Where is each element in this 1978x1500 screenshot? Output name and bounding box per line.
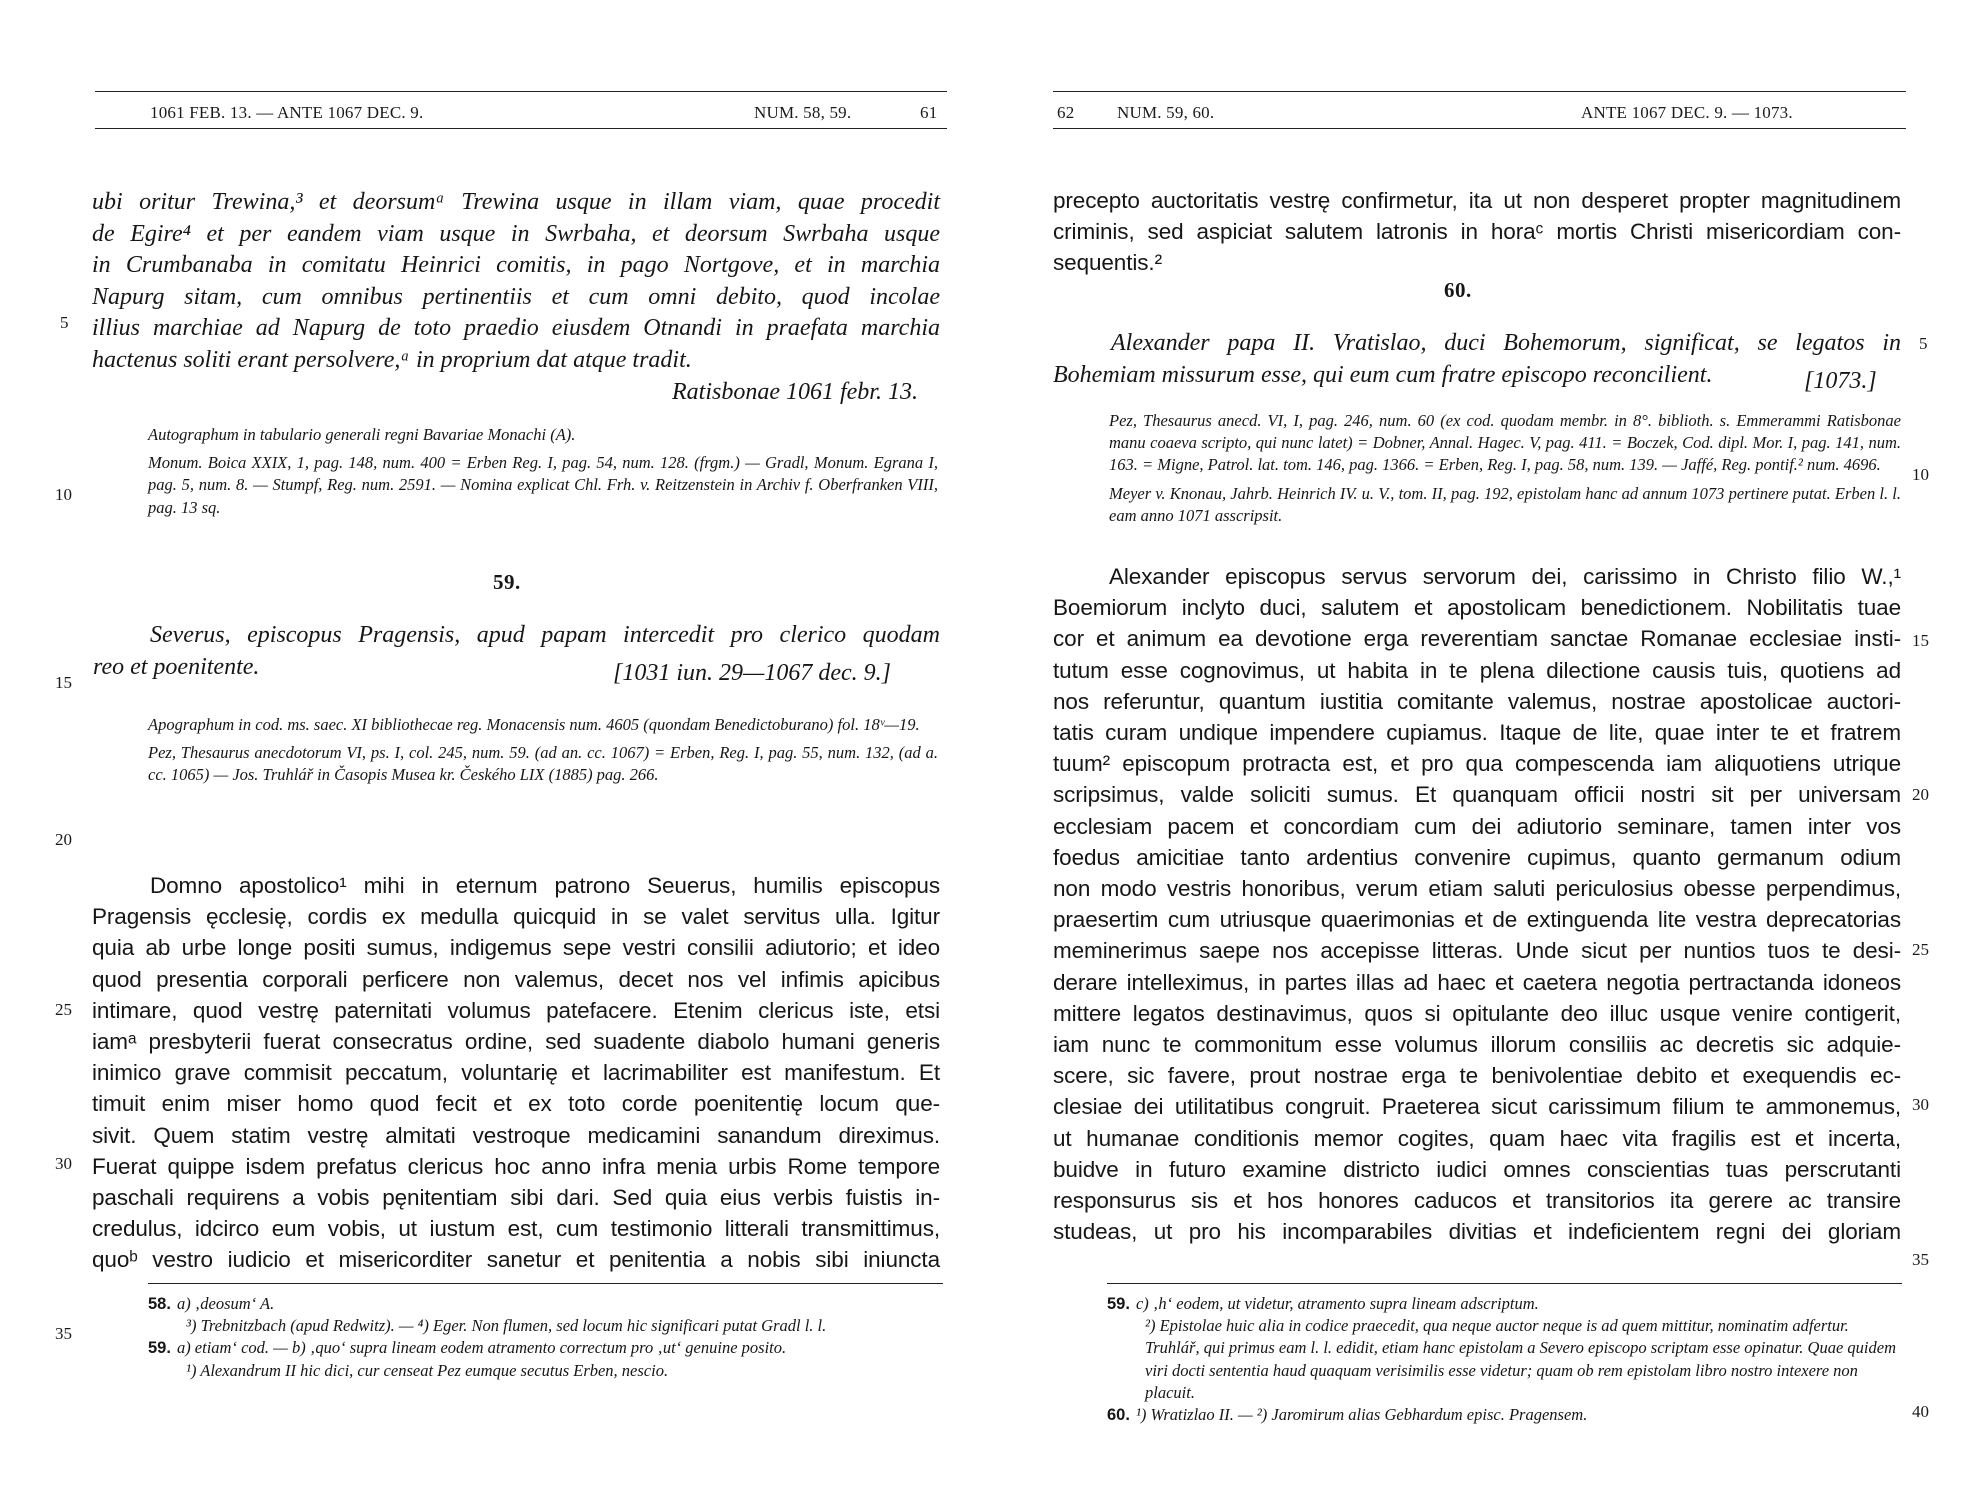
- text-line: Pragensis ęcclesię, cordis ex medulla quicquid in se valet servitus ulla. Igitur: [92, 904, 940, 930]
- line-number: 20: [55, 830, 72, 849]
- footnote-text: ¹) Wratizlao II. — ²) Jaromirum alias Gebhardum episc. Pragensem.: [1135, 1405, 1588, 1425]
- text-line: responsurus sis et hos honores caducos et transitorios ita gerere ac transire: [1053, 1188, 1901, 1214]
- sources-60: [1109, 410, 1901, 533]
- text-line: Fuerat quippe isdem prefatus clericus hoc anno infra menia urbis Rome tempore: [92, 1153, 940, 1179]
- source-entry: Monum. Boica XXIX, 1, pag. 148, num. 400 = Erben Reg. I, pag. 54, num. 128. (frgm.) — Gradl, Monum. Egrana I, pag. 5, num. 8. — Stumpf, Reg. num. 2591. — Nomina explicat Chl. Frh. v. Reitzenstein in Archiv f. Oberfranken VIII, pag. 13 sq.: [148, 453, 938, 517]
- header-rule-top: [95, 91, 947, 92]
- regest-60: [1053, 328, 1901, 391]
- source-entry: Pez, Thesaurus anecd. VI, I, pag. 246, num. 60 (ex cod. quodam membr. in 8°. biblioth. s. Emmerammi Ratisbonae manu coaeva scripto, qui nunc latet) = Dobner, Annal. Hagec. V, pag. 411. = Boczek, Cod. dipl. Mor. I, pag. 141, num. 163. = Migne, Patrol. lat. tom. 146, pag. 1366. = Erben, Reg. I, pag. 58, num. 139. — Jaffé, Reg. pontif.² num. 4696.: [1109, 411, 1901, 475]
- footnote-text: ²) Epistolae huic alia in codice praecedit, qua neque auctor neque is ad quem mittitur, nominatim adfertur. Truhlář, qui primus eam l. l. edidit, etiam hanc epistolam a Severo episcopo scriptam esse opinatur. Quae quidem viri docti sententia haud quaquam verisimilis esse videtur; quam ob rem epistolam libro nostro intexere non placuit.: [1145, 1316, 1896, 1402]
- text-line: criminis, sed aspiciat salutem latronis in horaᶜ mortis Christi misericordiam con-: [1053, 219, 1901, 245]
- text-line: nos referuntur, quantum iustitia comitante valemus, nostrae apostolicae auctori-: [1053, 688, 1901, 714]
- line-number: 25: [55, 1000, 72, 1019]
- footnote-text: c) ‚h‘ eodem, ut videtur, atramento supra lineam adscriptum.: [1135, 1294, 1539, 1313]
- text-line: Domno apostolico¹ mihi in eternum patrono Seuerus, humilis episcopus: [150, 873, 940, 898]
- text-line: inimico grave commisit peccatum, voluntarię et lacrimabiliter est manifestum. Et: [92, 1060, 940, 1086]
- date-59: [1031 iun. 29—1067 dec. 9.]: [613, 660, 891, 686]
- text-line: quia ab urbe longe positi sumus, indigemus sepe vestri consilii adiutorio; et ideo: [92, 935, 940, 961]
- running-head-left: 1061 FEB. 13. — ANTE 1067 DEC. 9.: [150, 103, 424, 122]
- regest-line: Severus, episcopus Pragensis, apud papam intercedit pro clerico quodam: [150, 622, 940, 648]
- footnote: [148, 1315, 938, 1337]
- sources-58: [148, 424, 938, 525]
- source-entry: Autographum in tabulario generali regni Bavariae Monachi (A).: [148, 425, 576, 444]
- footnote-number: 58.: [148, 1295, 171, 1313]
- regest-line: Alexander papa II. Vratislao, duci Bohemorum, significat, se legatos in: [1111, 330, 1901, 356]
- sources-59: [148, 714, 938, 793]
- text-line: buidve in futuro examine districto iudici omnes conscientias tuas perscrutanti: [1053, 1156, 1901, 1182]
- text-line: tuum² episcopum protracta est, et pro qua compescenda iam aliquotiens utrique: [1053, 751, 1901, 777]
- line-number: 25: [1912, 940, 1929, 959]
- text-line: precepto auctoritatis vestrę confirmetur, ita ut non desperet propter magnitudinem: [1053, 188, 1901, 213]
- footnote: [1107, 1293, 1899, 1315]
- footnote-rule: [1107, 1283, 1902, 1284]
- line-number: 10: [55, 485, 72, 504]
- page-number: 61: [920, 103, 938, 122]
- footnote-text: a) etiam‘ cod. — b) ‚quo‘ supra lineam eodem atramento correctum pro ‚ut‘ genuine posito.: [176, 1338, 787, 1358]
- header-rule-bottom: [95, 128, 947, 129]
- text-line: tutum esse cognovimus, ut habita in te plena dilectione causis tuis, quotiens ad: [1053, 657, 1901, 683]
- text-line: iam nunc te commonitum esse volumus illorum consiliis ac decretis sic adquie-: [1053, 1032, 1901, 1058]
- line-number: 15: [1912, 631, 1929, 650]
- line-number: 15: [55, 673, 72, 692]
- header-rule-bottom: [1053, 128, 1906, 129]
- footnote: [1107, 1315, 1899, 1404]
- right-page: [989, 0, 1978, 1500]
- text-line: illius marchiae ad Napurg de toto praedio eiusdem Otnandi in praefata marchia: [92, 315, 940, 342]
- running-head-center: NUM. 59, 60.: [1117, 103, 1215, 122]
- footnote-text: ³) Trebnitzbach (apud Redwitz). — ⁴) Eger. Non flumen, sed locum hic significari putat Gradl l. l.: [186, 1316, 827, 1336]
- text-line: clesiae dei utilitatibus congruit. Praeterea sicut carissimum filium te ammonemus,: [1053, 1094, 1901, 1120]
- text-line: scripsimus, valde soliciti sumus. Et quanquam officii nostri sit per universam: [1053, 782, 1901, 808]
- document-number-59: 59.: [493, 570, 521, 594]
- text-line: foedus amicitiae tanto ardentius convenire cupimus, quanto germanum odium: [1053, 844, 1901, 870]
- source-entry: Pez, Thesaurus anecdotorum VI, ps. I, col. 245, num. 59. (ad an. cc. 1067) = Erben, Reg. I, pag. 55, num. 132, (ad a. cc. 1065) — Jos. Truhlář in Časopis Musea kr. Českého LIX (1885) pag. 266.: [148, 743, 938, 785]
- running-head-right: ANTE 1067 DEC. 9. — 1073.: [1581, 103, 1793, 122]
- line-number: 30: [55, 1154, 72, 1173]
- text-line: mittere legatos destinavimus, quos si opitulante deo illuc usque venire contigerit,: [1053, 1000, 1901, 1026]
- text-line: sequentis.²: [1053, 250, 1162, 276]
- text-line: intimare, quod vestrę paternitati volumus patefacere. Etenim clericus iste, etsi: [92, 997, 940, 1023]
- line-number: 5: [1919, 334, 1928, 353]
- footnote-rule: [148, 1283, 943, 1284]
- text-line: derare intelleximus, in partes illas ad haec et caetera negotia pertractanda idoneos: [1053, 969, 1901, 995]
- text-line: de Egire⁴ et per eandem viam usque in Swrbaha, et deorsum Swrbaha usque: [92, 220, 940, 247]
- text-line: scere, sic favere, prout nostrae erga te benivolentiae debito et exequendis ec-: [1053, 1063, 1901, 1089]
- text-line: meminerimus saepe nos accepisse litteras. Unde sicut per nuntios tuos te desi-: [1053, 938, 1901, 964]
- text-line: Alexander episcopus servus servorum dei, carissimo in Christo filio W.,¹: [1109, 564, 1901, 589]
- regest-line: reo et poenitente.: [93, 653, 260, 680]
- line-number: 35: [1912, 1250, 1929, 1269]
- text-line: non modo vestris honoribus, verum etiam saluti periculosius obesse perpendimus,: [1053, 876, 1901, 902]
- text-line: timuit enim miser homo quod fecit et ex toto corde poenitentię locum que-: [92, 1091, 940, 1117]
- dating-line: Ratisbonae 1061 febr. 13.: [672, 378, 918, 405]
- text-line: Napurg sitam, cum omnibus pertinentiis et cum omni debito, quod incolae: [92, 283, 940, 310]
- text-line: Boemiorum inclyto duci, salutem et apostolicam benedictionem. Nobilitatis tuae: [1053, 595, 1901, 621]
- continuation-text-59: [1053, 185, 1901, 279]
- text-line: cor et animum ea devotione erga reverentiam sanctae Romanae ecclesiae insti-: [1053, 626, 1901, 652]
- footnote-text: ¹) Alexandrum II hic dici, cur censeat Pez eumque secutus Erben, nescio.: [186, 1360, 669, 1380]
- text-line: ecclesiam pacem et concordiam cum dei adiutorio seminare, tamen inter vos: [1053, 813, 1901, 839]
- footnote-number: 60.: [1107, 1406, 1130, 1425]
- footnote: [1107, 1404, 1899, 1426]
- footnote: [148, 1293, 938, 1315]
- text-line: ubi oritur Trewina,³ et deorsumᵃ Trewina usque in illam viam, quae procedit: [92, 189, 940, 215]
- source-entry: Meyer v. Knonau, Jahrb. Heinrich IV. u. V., tom. II, pag. 192, epistolam hanc ad annum 1073 pertinere putat. Erben l. l. eam anno 1071 asscripsit.: [1109, 483, 1901, 525]
- footnote-text: a) ‚deosum‘ A.: [176, 1294, 275, 1313]
- line-number: 40: [1912, 1402, 1929, 1421]
- footnote-number: 59.: [1107, 1295, 1130, 1313]
- date-60: [1073.]: [1804, 368, 1877, 394]
- header-rule-top: [1053, 91, 1906, 92]
- text-line: quoᵇ vestro iudicio et misericorditer sanetur et penitentia a nobis sibi iniuncta: [92, 1247, 940, 1273]
- source-entry: Apographum in cod. ms. saec. XI bibliothecae reg. Monacensis num. 4605 (quondam Benedictoburano) fol. 18ᵛ—19.: [148, 715, 920, 734]
- text-line: praesertim cum utriusque quaerimonias et de extinguenda lite vestra deprecatorias: [1053, 907, 1901, 933]
- text-line: in Crumbanaba in comitatu Heinrici comitis, in pago Nortgove, et in marchia: [92, 252, 940, 279]
- footnote-number: 59.: [148, 1339, 171, 1358]
- footnote: [148, 1337, 938, 1359]
- text-line: credulus, idcirco eum vobis, ut iustum est, cum testimonio litterali transmittimus,: [92, 1216, 940, 1242]
- line-number: 20: [1912, 785, 1929, 804]
- footnotes-left: [148, 1293, 938, 1382]
- line-number: 10: [1912, 465, 1929, 484]
- text-line: quod presentia corporali perficere non valemus, decet nos vel infimis apicibus: [92, 966, 940, 992]
- text-line: sivit. Quem statim vestrę almitati vestroque medicamini sanandum direximus.: [92, 1122, 940, 1148]
- line-number: 5: [60, 313, 69, 332]
- footnotes-right: [1107, 1293, 1899, 1426]
- line-number: 30: [1912, 1095, 1929, 1114]
- continuation-text-58: [92, 187, 940, 408]
- footnote: [148, 1360, 938, 1382]
- page-number: 62: [1057, 103, 1075, 122]
- text-line: studeas, ut pro his incomparabiles divitias et indeficientem regni dei gloriam: [1053, 1219, 1901, 1245]
- text-line: ut humanae conditionis memor cogites, quam haec vita fragilis est et incerta,: [1053, 1125, 1901, 1151]
- text-line: hactenus soliti erant persolvere,ᵃ in proprium dat atque tradit.: [92, 346, 692, 373]
- text-line: paschali requirens a vobis pęnitentiam sibi dari. Sed quia eius verbis fuistis in-: [92, 1185, 940, 1211]
- running-head-center: NUM. 58, 59.: [754, 103, 852, 122]
- text-line: tatis curam undique impendere cupiamus. Itaque de lite, quae inter te et fratrem: [1053, 720, 1901, 746]
- letter-59-text: [92, 870, 940, 1276]
- letter-60-text: [1053, 561, 1901, 1247]
- line-number: 35: [55, 1324, 72, 1343]
- document-number-60: 60.: [1444, 278, 1472, 302]
- regest-line: Bohemiam missurum esse, qui eum cum fratre episcopo reconcilient.: [1053, 361, 1713, 388]
- text-line: iamᵃ presbyterii fuerat consecratus ordine, sed suadente diabolo humani generis: [92, 1029, 940, 1055]
